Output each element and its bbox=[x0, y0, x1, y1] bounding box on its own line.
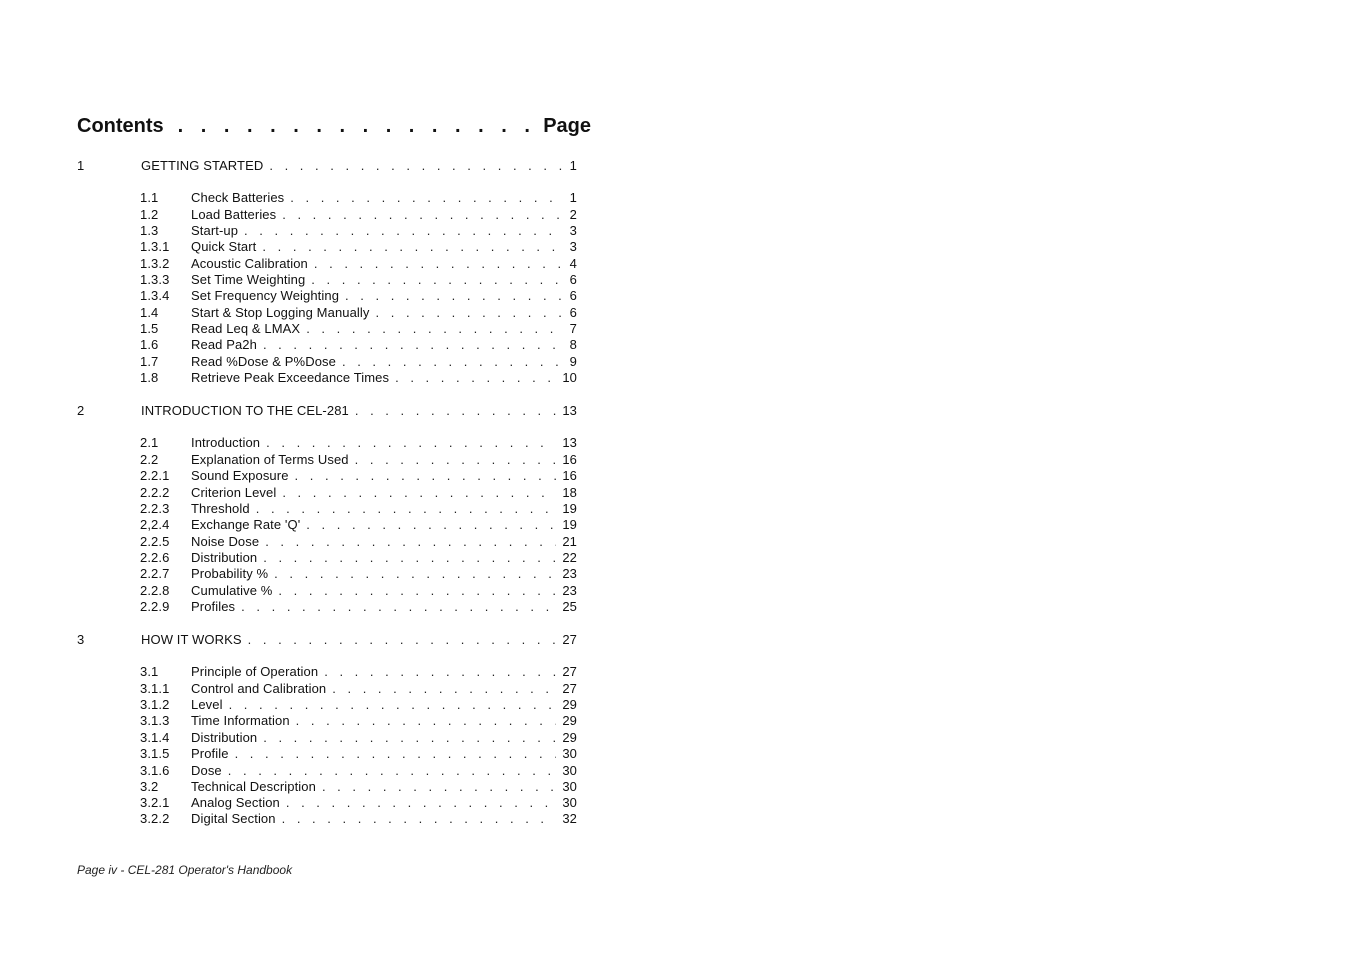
toc-entry-row bbox=[140, 271, 577, 288]
section-number: 3.1.6 bbox=[140, 763, 170, 778]
section-title: Profile bbox=[191, 746, 229, 761]
toc-entry-row bbox=[140, 434, 577, 451]
leader-dots bbox=[322, 778, 556, 795]
section-title: Quick Start bbox=[191, 239, 257, 254]
toc-entry-row bbox=[140, 696, 577, 713]
toc-entry-row bbox=[140, 206, 577, 223]
section-title: Level bbox=[191, 697, 223, 712]
section-number: 3.1.1 bbox=[140, 681, 170, 696]
section-number: 3.2.1 bbox=[140, 795, 170, 810]
page-number: 3 bbox=[569, 223, 577, 238]
page-number: 8 bbox=[569, 337, 577, 352]
section-number: 3.2 bbox=[140, 779, 159, 794]
toc-entry-row bbox=[140, 255, 577, 272]
page-number: 7 bbox=[569, 321, 577, 336]
section-title: Start-up bbox=[191, 223, 239, 238]
section-number: 2.2 bbox=[140, 452, 159, 467]
section-title: Check Batteries bbox=[191, 190, 285, 205]
section-title: Dose bbox=[191, 763, 222, 778]
leader-dots bbox=[286, 794, 556, 811]
section-number: 1.3.2 bbox=[140, 256, 170, 271]
toc-entry-row bbox=[140, 729, 577, 746]
section-title: Probability % bbox=[191, 566, 269, 581]
leader-dots bbox=[235, 745, 557, 762]
section-number: 1.6 bbox=[140, 337, 159, 352]
page-number: 21 bbox=[562, 534, 577, 549]
section-title: Digital Section bbox=[191, 811, 276, 826]
page-number: 25 bbox=[562, 599, 577, 614]
toc-entry-row bbox=[140, 516, 577, 533]
page-number: 30 bbox=[562, 763, 577, 778]
page-number: 19 bbox=[562, 501, 577, 516]
toc-entry-row bbox=[140, 222, 577, 239]
section-number: 2.2.8 bbox=[140, 583, 170, 598]
toc-entry-row bbox=[140, 533, 577, 550]
section-title: Retrieve Peak Exceedance Times bbox=[191, 370, 390, 385]
toc-entry-row bbox=[140, 353, 577, 370]
page-footer: Page iv - CEL-281 Operator's Handbook bbox=[77, 863, 293, 877]
toc-entry-row bbox=[140, 484, 577, 501]
section-number: 2.2.9 bbox=[140, 599, 170, 614]
section-number: 1.5 bbox=[140, 321, 159, 336]
toc-entry-row bbox=[140, 663, 577, 680]
section-number: 2,2.4 bbox=[140, 517, 170, 532]
leader-dots bbox=[296, 712, 557, 729]
leader-dots bbox=[306, 320, 563, 337]
leader-dots bbox=[306, 516, 556, 533]
page-number: 23 bbox=[562, 566, 577, 581]
section-number: 1.3 bbox=[140, 223, 159, 238]
section-title: GETTING STARTED bbox=[141, 158, 264, 173]
toc-entry-row bbox=[140, 794, 577, 811]
section-title: Control and Calibration bbox=[191, 681, 327, 696]
section-number: 3.1.4 bbox=[140, 730, 170, 745]
page-number: 27 bbox=[562, 664, 577, 679]
leader-dots bbox=[395, 369, 556, 386]
page-number: 13 bbox=[562, 435, 577, 450]
toc-chapter-row bbox=[77, 157, 577, 174]
section-number: 3.1.3 bbox=[140, 713, 170, 728]
leader-dots bbox=[263, 336, 564, 353]
toc-entry-row bbox=[140, 304, 577, 321]
section-title: Distribution bbox=[191, 550, 258, 565]
leader-dots bbox=[290, 189, 563, 206]
toc-entry-row bbox=[140, 287, 577, 304]
leader-dots bbox=[229, 696, 557, 713]
page-number: 13 bbox=[562, 403, 577, 418]
page-number: 29 bbox=[562, 730, 577, 745]
leader-dots bbox=[263, 549, 556, 566]
toc-entry-row bbox=[140, 189, 577, 206]
section-number: 3 bbox=[77, 632, 85, 647]
page-number: 3 bbox=[569, 239, 577, 254]
section-number: 1.1 bbox=[140, 190, 159, 205]
section-title: Technical Description bbox=[191, 779, 316, 794]
page-number: 32 bbox=[562, 811, 577, 826]
leader-dots bbox=[355, 451, 557, 468]
leader-dots bbox=[282, 484, 556, 501]
page-number: 30 bbox=[562, 795, 577, 810]
section-title: INTRODUCTION TO THE CEL-281 bbox=[141, 403, 349, 418]
leader-dots bbox=[342, 353, 564, 370]
page-number: 6 bbox=[569, 288, 577, 303]
section-number: 3.2.2 bbox=[140, 811, 170, 826]
leader-dots bbox=[345, 287, 564, 304]
section-number: 2.1 bbox=[140, 435, 159, 450]
section-title: Acoustic Calibration bbox=[191, 256, 308, 271]
leader-dots bbox=[228, 762, 557, 779]
section-number: 3.1.2 bbox=[140, 697, 170, 712]
toc-chapter-row bbox=[77, 631, 577, 648]
leader-dots bbox=[248, 631, 557, 648]
toc-entry-row bbox=[140, 762, 577, 779]
page-number: 23 bbox=[562, 583, 577, 598]
toc-entry-row bbox=[140, 810, 577, 827]
section-title: Time Information bbox=[191, 713, 290, 728]
leader-dots bbox=[282, 206, 563, 223]
page-number: 29 bbox=[562, 713, 577, 728]
leader-dots bbox=[355, 402, 556, 419]
page-number: 29 bbox=[562, 697, 577, 712]
toc-entry-row bbox=[140, 745, 577, 762]
section-title: Set Time Weighting bbox=[191, 272, 306, 287]
leader-dots bbox=[278, 582, 556, 599]
toc-entry-row bbox=[140, 549, 577, 566]
leader-dots bbox=[269, 157, 563, 174]
toc-entry-row bbox=[140, 369, 577, 386]
section-number: 2.2.5 bbox=[140, 534, 170, 549]
section-number: 2 bbox=[77, 403, 85, 418]
leader-dots bbox=[244, 222, 564, 239]
leader-dots bbox=[263, 729, 556, 746]
section-title: Load Batteries bbox=[191, 207, 277, 222]
page-number: 10 bbox=[562, 370, 577, 385]
section-title: Explanation of Terms Used bbox=[191, 452, 349, 467]
toc-entry-row bbox=[140, 238, 577, 255]
page-number: 16 bbox=[562, 452, 577, 467]
toc-entry-row bbox=[140, 565, 577, 582]
leader-dots bbox=[311, 271, 563, 288]
page-number: 18 bbox=[562, 485, 577, 500]
leader-dots bbox=[376, 304, 564, 321]
page-number: 2 bbox=[569, 207, 577, 222]
page-number: 6 bbox=[569, 272, 577, 287]
section-title: Distribution bbox=[191, 730, 258, 745]
leader-dots bbox=[265, 533, 556, 550]
toc-entry-row bbox=[140, 712, 577, 729]
section-number: 2.2.1 bbox=[140, 468, 170, 483]
section-title: Introduction bbox=[191, 435, 261, 450]
section-title: Analog Section bbox=[191, 795, 280, 810]
leader-dots bbox=[256, 500, 557, 517]
toc-entry-row bbox=[140, 582, 577, 599]
section-number: 1.7 bbox=[140, 354, 159, 369]
page-number: 9 bbox=[569, 354, 577, 369]
leader-dots bbox=[274, 565, 556, 582]
leader-dots bbox=[282, 810, 557, 827]
section-title: HOW IT WORKS bbox=[141, 632, 242, 647]
page-number: 30 bbox=[562, 746, 577, 761]
leader-dots bbox=[295, 467, 557, 484]
leader-dots bbox=[314, 255, 564, 272]
contents-title: Contents bbox=[77, 115, 164, 137]
toc-chapter-row bbox=[77, 402, 577, 419]
section-title: Read Leq & LMAX bbox=[191, 321, 301, 336]
page-number: 1 bbox=[569, 190, 577, 205]
section-number: 1.4 bbox=[140, 305, 159, 320]
section-number: 2.2.6 bbox=[140, 550, 170, 565]
page-column-title: Page bbox=[543, 115, 591, 137]
toc-entry-row bbox=[140, 467, 577, 484]
page-number: 16 bbox=[562, 468, 577, 483]
section-title: Set Frequency Weighting bbox=[191, 288, 340, 303]
section-number: 2.2.7 bbox=[140, 566, 170, 581]
page-number: 27 bbox=[562, 632, 577, 647]
section-title: Threshold bbox=[191, 501, 250, 516]
page-number: 22 bbox=[562, 550, 577, 565]
page-number: 1 bbox=[569, 158, 577, 173]
section-title: Exchange Rate 'Q' bbox=[191, 517, 301, 532]
toc-entry-row bbox=[140, 336, 577, 353]
section-title: Start & Stop Logging Manually bbox=[191, 305, 370, 320]
section-title: Criterion Level bbox=[191, 485, 277, 500]
leader-dots bbox=[262, 238, 563, 255]
toc-entry-row bbox=[140, 500, 577, 517]
leader-dots bbox=[266, 434, 556, 451]
page-number: 30 bbox=[562, 779, 577, 794]
toc-entry-row bbox=[140, 451, 577, 468]
page-number: 27 bbox=[562, 681, 577, 696]
toc-entry-row bbox=[140, 598, 577, 615]
section-title: Read %Dose & P%Dose bbox=[191, 354, 336, 369]
section-number: 1.3.3 bbox=[140, 272, 170, 287]
section-number: 1.3.4 bbox=[140, 288, 170, 303]
section-number: 1.2 bbox=[140, 207, 159, 222]
section-number: 1 bbox=[77, 158, 85, 173]
page-number: 19 bbox=[562, 517, 577, 532]
leader-dots bbox=[324, 663, 556, 680]
section-number: 1.8 bbox=[140, 370, 159, 385]
section-title: Profiles bbox=[191, 599, 236, 614]
section-number: 3.1 bbox=[140, 664, 159, 679]
section-title: Read Pa2h bbox=[191, 337, 257, 352]
section-title: Noise Dose bbox=[191, 534, 260, 549]
toc-entry-row bbox=[140, 778, 577, 795]
section-title: Principle of Operation bbox=[191, 664, 319, 679]
toc-entry-row bbox=[140, 320, 577, 337]
section-title: Sound Exposure bbox=[191, 468, 289, 483]
section-number: 2.2.3 bbox=[140, 501, 170, 516]
section-number: 1.3.1 bbox=[140, 239, 170, 254]
section-number: 3.1.5 bbox=[140, 746, 170, 761]
section-title: Cumulative % bbox=[191, 583, 273, 598]
leader-dots bbox=[241, 598, 556, 615]
toc-entry-row bbox=[140, 680, 577, 697]
page-number: 4 bbox=[569, 256, 577, 271]
page-number: 6 bbox=[569, 305, 577, 320]
leader-dots bbox=[332, 680, 556, 697]
section-number: 2.2.2 bbox=[140, 485, 170, 500]
